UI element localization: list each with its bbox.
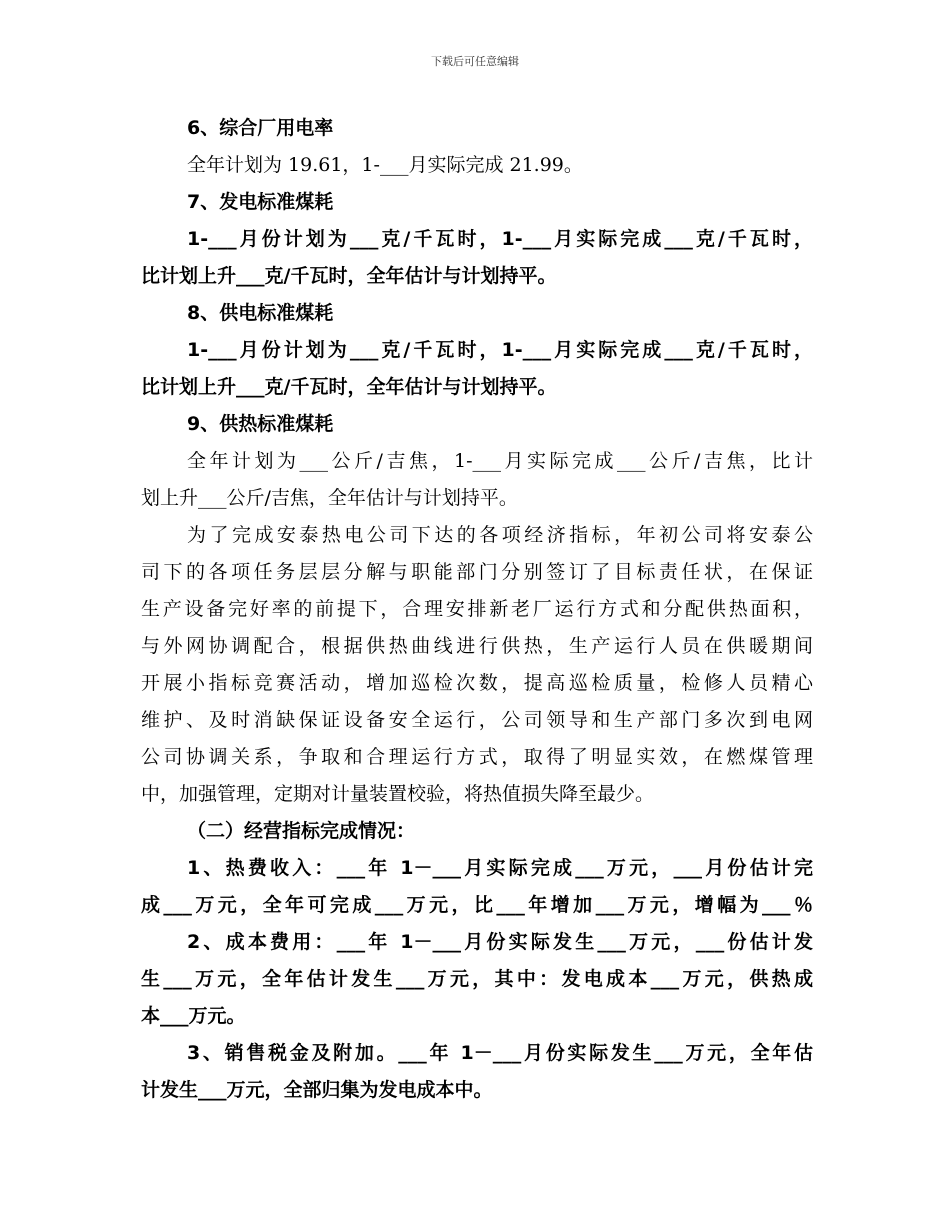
text-line: 生产设备完好率的前提下，合理安排新老厂运行方式和分配供热面积， — [141, 598, 813, 620]
text-line: 1、热费收入：___年 1－___月实际完成___万元，___月份估计完 — [187, 857, 813, 879]
text-line: 1-___月份计划为___克/千瓦时，1-___月实际完成___克/千瓦时， — [187, 228, 813, 250]
text-line: 计发生___万元，全部归集为发电成本中。 — [141, 1079, 493, 1101]
text-line: 司下的各项任务层层分解与职能部门分别签订了目标责任状，在保证 — [141, 561, 813, 583]
text-line: 2、成本费用：___年 1－___月份实际发生___万元，___份估计发 — [187, 931, 813, 953]
text-line: 8、供电标准煤耗 — [187, 302, 334, 324]
text-line: （二）经营指标完成情况： — [187, 820, 416, 842]
text-line: 与外网协调配合，根据供热曲线进行供热，生产运行人员在供暖期间 — [141, 635, 813, 657]
page-header: 下载后可任意编辑 — [431, 55, 519, 68]
text-line: 成___万元，全年可完成___万元，比___年增加___万元，增幅为___％ — [141, 894, 813, 916]
text-line: 为了完成安泰热电公司下达的各项经济指标，年初公司将安泰公 — [187, 524, 813, 546]
text-line: 全年计划为 19.61，1-___月实际完成 21.99。 — [187, 154, 583, 176]
text-line: 9、供热标准煤耗 — [187, 413, 334, 435]
text-line: 1-___月份计划为___克/千瓦时，1-___月实际完成___克/千瓦时， — [187, 339, 813, 361]
text-line: 划上升___公斤/吉焦，全年估计与计划持平。 — [141, 487, 518, 509]
text-line: 全年计划为___公斤/吉焦，1-___月实际完成___公斤/吉焦，比计 — [187, 450, 813, 472]
text-line: 生___万元，全年估计发生___万元，其中：发电成本___万元，供热成 — [141, 968, 813, 990]
text-line: 本___万元。 — [141, 1005, 246, 1027]
text-line: 比计划上升___克/千瓦时，全年估计与计划持平。 — [141, 376, 557, 398]
text-line: 中，加强管理，定期对计量装置校验，将热值损失降至最少。 — [141, 783, 655, 805]
document-body — [141, 110, 813, 1109]
text-line: 公司协调关系，争取和合理运行方式，取得了明显实效，在燃煤管理 — [141, 746, 813, 768]
text-line: 开展小指标竞赛活动，增加巡检次数，提高巡检质量，检修人员精心 — [141, 672, 813, 694]
text-line: 比计划上升___克/千瓦时，全年估计与计划持平。 — [141, 265, 557, 287]
text-line: 7、发电标准煤耗 — [187, 191, 334, 213]
text-line: 维护、及时消缺保证设备安全运行，公司领导和生产部门多次到电网 — [141, 709, 813, 731]
text-line: 6、综合厂用电率 — [187, 117, 334, 139]
text-line: 3、销售税金及附加。___年 1－___月份实际发生___万元，全年估 — [187, 1042, 813, 1064]
